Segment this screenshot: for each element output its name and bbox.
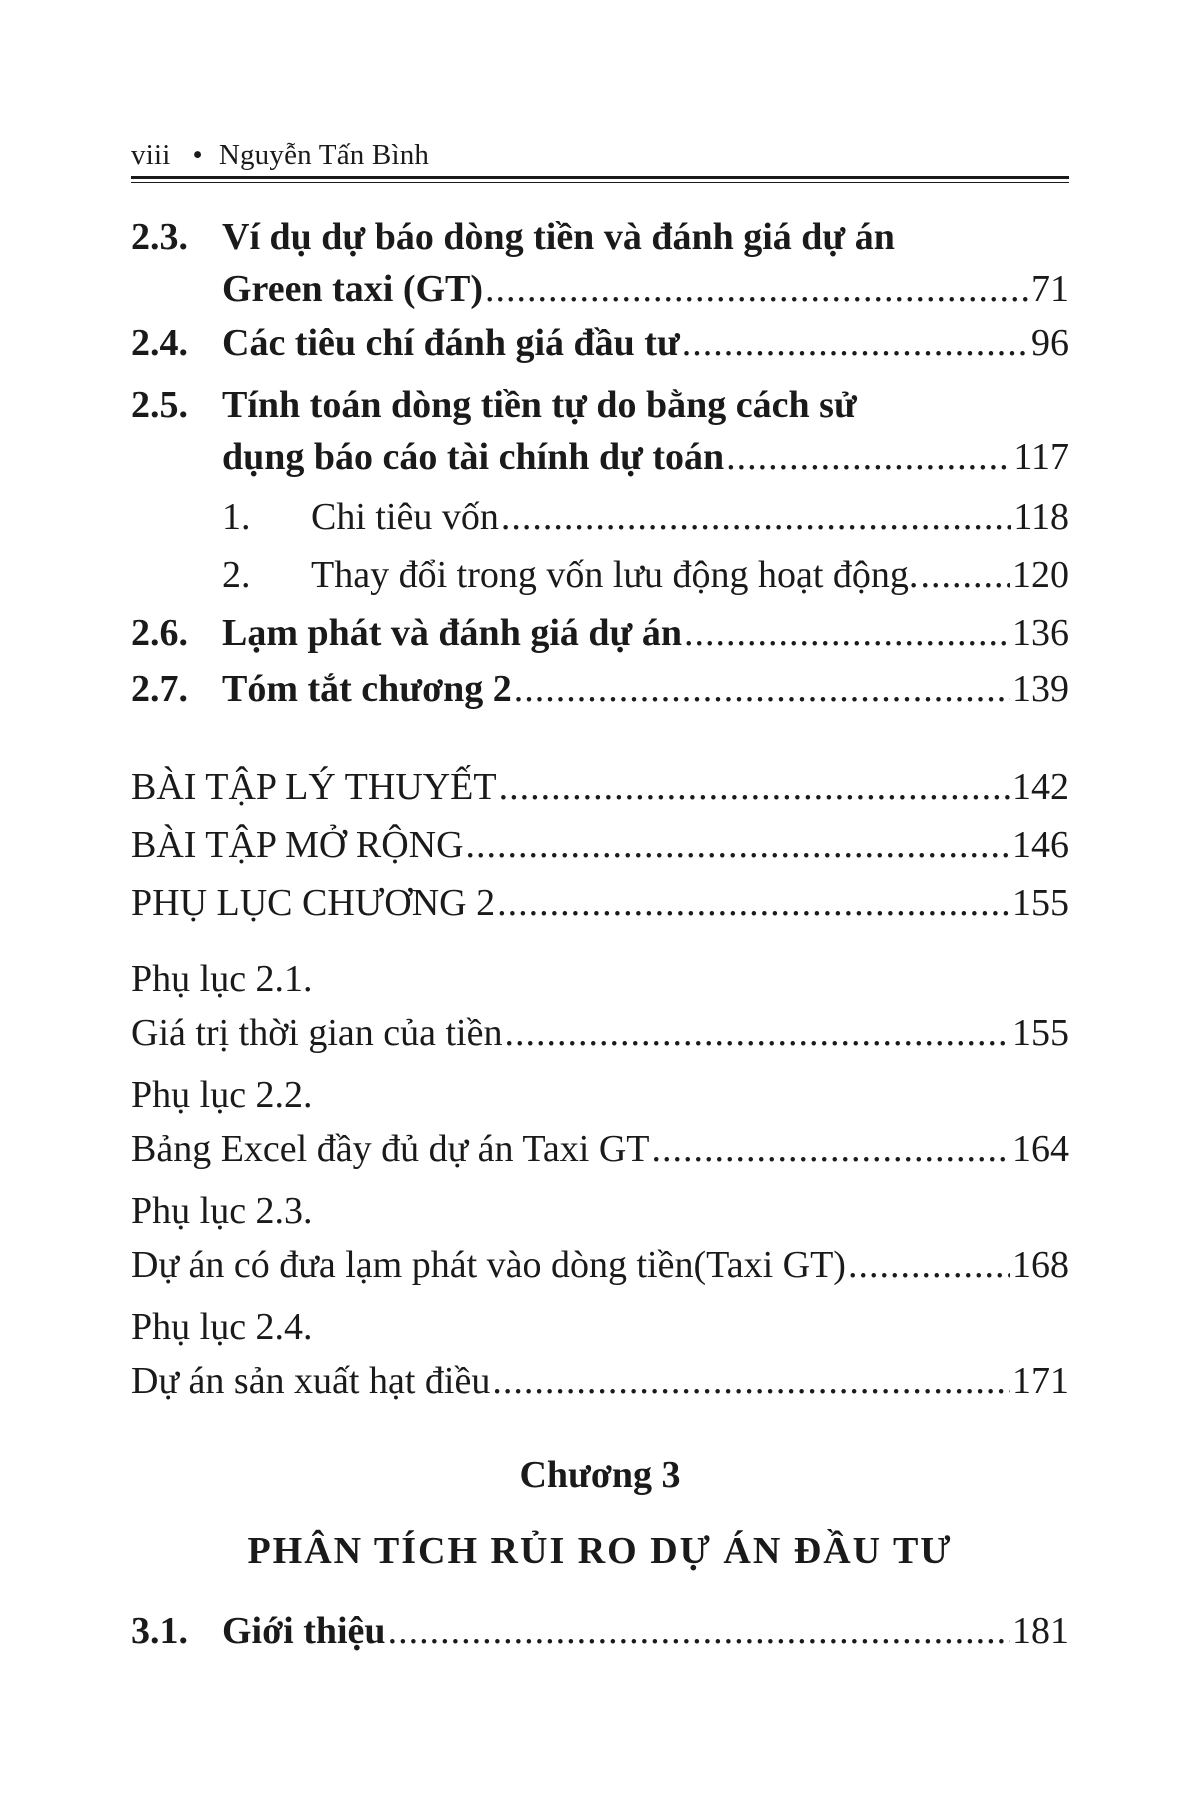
page-ref: 171 <box>1012 1360 1069 1402</box>
dot-leader <box>499 764 1010 810</box>
dot-leader <box>684 610 1010 656</box>
page-ref: 96 <box>1031 322 1069 364</box>
toc-entry[interactable] <box>222 610 1069 656</box>
page-ref: 164 <box>1012 1128 1069 1170</box>
page-ref: 136 <box>1012 612 1069 654</box>
section-number: 2.4. <box>131 322 188 364</box>
dot-leader <box>726 434 1011 480</box>
toc-entry[interactable] <box>131 1126 1069 1172</box>
toc-entry[interactable] <box>131 1010 1069 1056</box>
appendix-label-text: Phụ lục 2.3. <box>131 1190 313 1232</box>
subsection-number: 2. <box>222 554 251 596</box>
page-ref: 118 <box>1013 496 1069 538</box>
appendix-label <box>131 1188 1069 1234</box>
section-number: 2.3. <box>131 216 188 258</box>
appendix-label-text: Phụ lục 2.2. <box>131 1074 313 1116</box>
section-number: 3.1. <box>131 1610 188 1652</box>
subsection-title: Chi tiêu vốn <box>311 496 499 538</box>
page-number: viii <box>131 139 171 171</box>
toc-entry[interactable] <box>131 1242 1069 1288</box>
chapter-label: Chương 3 <box>519 1454 681 1496</box>
header-rule-thick <box>131 176 1069 179</box>
section-title: Tóm tắt chương 2 <box>222 668 512 710</box>
appendix-label <box>131 1304 1069 1350</box>
header-separator: • <box>192 139 203 171</box>
section-number: 2.5. <box>131 384 188 426</box>
toc-entry[interactable] <box>131 880 1069 926</box>
appendix-title: Dự án có đưa lạm phát vào dòng tiền(Taxi GT) <box>131 1244 846 1286</box>
subsection-title: Thay đổi trong vốn lưu động hoạt động. <box>311 554 919 596</box>
appendix-label <box>131 956 1069 1002</box>
appendix-label <box>131 1072 1069 1118</box>
page-ref: 168 <box>1012 1244 1069 1286</box>
dot-leader <box>920 552 1010 598</box>
section-title-continued: Green taxi (GT) <box>222 268 484 310</box>
section-title: Giới thiệu <box>222 1610 386 1652</box>
dot-leader <box>504 1010 1010 1056</box>
dot-leader <box>388 1608 1010 1654</box>
dot-leader <box>492 1358 1010 1404</box>
back-matter-title: PHỤ LỤC CHƯƠNG 2 <box>131 882 496 924</box>
toc-subentry[interactable] <box>311 494 1069 540</box>
page-ref: 181 <box>1012 1610 1069 1652</box>
dot-leader <box>485 266 1029 312</box>
toc-entry[interactable] <box>222 266 1069 312</box>
toc-entry[interactable] <box>131 1358 1069 1404</box>
page-ref: 120 <box>1012 554 1069 596</box>
appendix-title: Dự án sản xuất hạt điều <box>131 1360 491 1402</box>
appendix-label-text: Phụ lục 2.1. <box>131 958 313 1000</box>
subsection-number: 1. <box>222 496 251 538</box>
section-title: Tính toán dòng tiền tự do bằng cách sử <box>222 384 857 426</box>
chapter-title: PHÂN TÍCH RỦI RO DỰ ÁN ĐẦU TƯ <box>247 1530 953 1572</box>
page-ref: 146 <box>1012 824 1069 866</box>
toc-entry[interactable] <box>131 822 1069 868</box>
appendix-title: Giá trị thời gian của tiền <box>131 1012 503 1054</box>
toc-entry[interactable] <box>222 666 1069 712</box>
section-title: Các tiêu chí đánh giá đầu tư <box>222 322 680 364</box>
toc-entry[interactable] <box>222 1608 1069 1654</box>
back-matter-title: BÀI TẬP MỞ RỘNG <box>131 824 464 866</box>
page-ref: 155 <box>1012 882 1069 924</box>
toc-subentry[interactable] <box>311 552 1069 598</box>
toc-entry-title-line <box>222 214 1069 260</box>
dot-leader <box>652 1126 1011 1172</box>
section-title: Ví dụ dự báo dòng tiền và đánh giá dự án <box>222 216 895 258</box>
dot-leader <box>501 494 1012 540</box>
appendix-title: Bảng Excel đầy đủ dự án Taxi GT <box>131 1128 650 1170</box>
appendix-label-text: Phụ lục 2.4. <box>131 1306 313 1348</box>
header-rule-thin <box>131 182 1069 183</box>
dot-leader <box>514 666 1010 712</box>
back-matter-title: BÀI TẬP LÝ THUYẾT <box>131 766 497 808</box>
page-ref: 139 <box>1012 668 1069 710</box>
dot-leader <box>497 880 1010 926</box>
section-title: Lạm phát và đánh giá dự án <box>222 612 682 654</box>
dot-leader <box>848 1242 1010 1288</box>
author-name: Nguyễn Tấn Bình <box>218 139 430 171</box>
section-number: 2.6. <box>131 612 188 654</box>
dot-leader <box>466 822 1010 868</box>
section-number: 2.7. <box>131 668 188 710</box>
toc-entry[interactable] <box>222 434 1069 480</box>
section-title-continued: dụng báo cáo tài chính dự toán <box>222 436 725 478</box>
dot-leader <box>682 320 1029 366</box>
page-ref: 142 <box>1012 766 1069 808</box>
toc-entry[interactable] <box>222 320 1069 366</box>
page-ref: 155 <box>1012 1012 1069 1054</box>
toc-entry[interactable] <box>131 764 1069 810</box>
toc-entry-title-line <box>222 382 1069 428</box>
running-header <box>131 138 429 172</box>
page-ref: 117 <box>1013 436 1069 478</box>
page-ref: 71 <box>1031 268 1069 310</box>
